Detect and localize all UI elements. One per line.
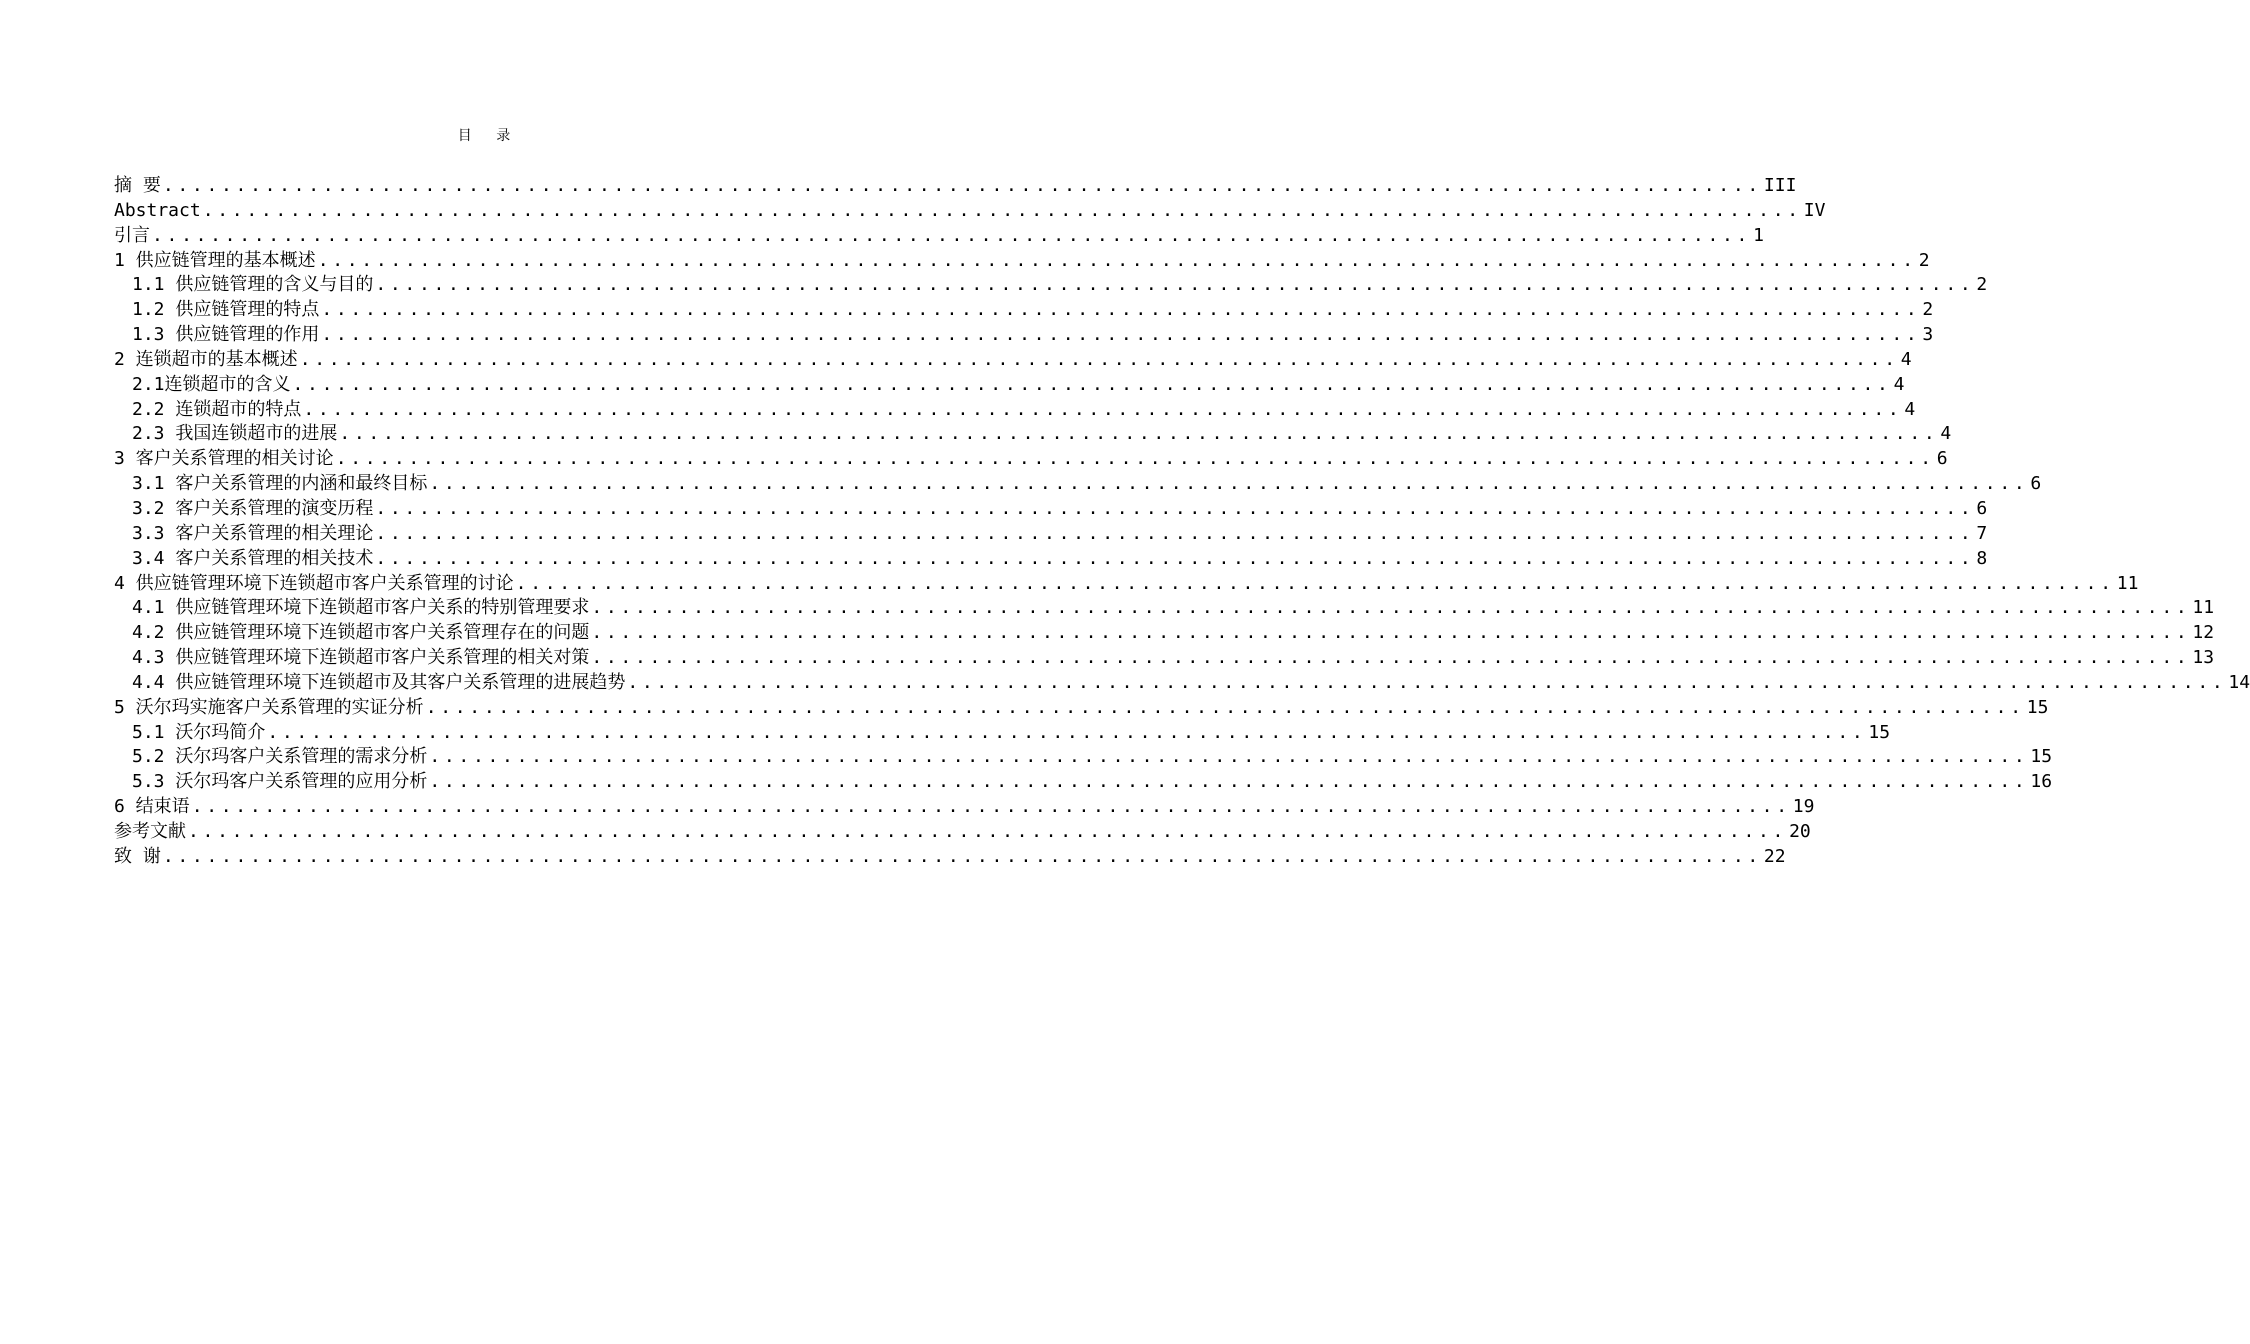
toc-entry[interactable]	[114, 249, 1930, 274]
toc-dot-leader: ..............................................................................................................	[425, 696, 2025, 718]
toc-entry-title: 4.3 供应链管理环境下连锁超市客户关系管理的相关对策	[132, 647, 590, 669]
toc-entry[interactable]	[114, 447, 1948, 472]
toc-entry[interactable]	[114, 298, 1934, 323]
toc-dot-leader: ..............................................................................................................	[317, 249, 1917, 271]
toc-entry-page-number: IV	[1803, 199, 1826, 221]
table-of-contents	[114, 174, 2250, 870]
toc-entry-page-number: 6	[1976, 497, 1988, 519]
toc-entry-page-number: 19	[1792, 796, 1815, 818]
toc-entry[interactable]	[114, 398, 1916, 423]
toc-entry-page-number: 1	[1753, 224, 1764, 246]
toc-dot-leader: ..............................................................................................................	[591, 647, 2191, 669]
toc-entry-page-number: 15	[2030, 746, 2053, 768]
toc-entry-page-number: 14	[2228, 671, 2250, 693]
toc-entry-page-number: 3	[1922, 324, 1934, 346]
toc-entry[interactable]	[114, 323, 1934, 348]
toc-dot-leader: ..............................................................................................................	[191, 796, 1791, 818]
toc-entry[interactable]	[114, 845, 1786, 870]
toc-entry-page-number: 6	[1936, 448, 1948, 470]
toc-entry-title: 4 供应链管理环境下连锁超市客户关系管理的讨论	[114, 572, 514, 594]
toc-entry-page-number: 13	[2192, 647, 2215, 669]
toc-entry-page-number: 8	[1976, 547, 1988, 569]
toc-entry-title: 4.4 供应链管理环境下连锁超市及其客户关系管理的进展趋势	[132, 671, 626, 693]
toc-entry-title: 1.1 供应链管理的含义与目的	[132, 274, 374, 296]
toc-entry-page-number: 20	[1789, 820, 1811, 842]
toc-entry-page-number: 11	[2116, 572, 2139, 594]
toc-entry[interactable]	[114, 671, 2250, 696]
toc-entry[interactable]	[114, 596, 2215, 621]
toc-entry[interactable]	[114, 348, 1912, 373]
toc-dot-leader: ..............................................................................................................	[162, 175, 1762, 196]
toc-entry-title: 2 连锁超市的基本概述	[114, 348, 298, 370]
toc-entry-title: 4.1 供应链管理环境下连锁超市客户关系的特别管理要求	[132, 597, 590, 619]
toc-dot-leader: ..............................................................................................................	[267, 721, 1867, 743]
toc-entry-title: 参考文献	[114, 820, 186, 842]
toc-dot-leader: ..............................................................................................................	[375, 547, 1975, 569]
toc-entry-title: 5 沃尔玛实施客户关系管理的实证分析	[114, 696, 424, 718]
toc-entry-page-number: 15	[2026, 696, 2049, 718]
toc-entry-page-number: III	[1763, 175, 1797, 196]
toc-dot-leader: ..............................................................................................................	[335, 448, 1935, 470]
toc-entry-title: 3.4 客户关系管理的相关技术	[132, 547, 374, 569]
toc-dot-leader: ..............................................................................................................	[303, 398, 1903, 420]
toc-entry[interactable]	[114, 373, 1905, 398]
toc-dot-leader: ..............................................................................................................	[299, 348, 1899, 370]
toc-entry[interactable]	[114, 497, 1988, 522]
toc-dot-leader: ..............................................................................................................	[152, 224, 1752, 246]
toc-dot-leader: ..............................................................................................................	[292, 373, 1892, 395]
toc-entry[interactable]	[114, 721, 1891, 746]
toc-entry-page-number: 7	[1976, 522, 1988, 544]
toc-dot-leader: ..............................................................................................................	[429, 746, 2029, 768]
toc-entry-title: 1 供应链管理的基本概述	[114, 249, 316, 271]
toc-entry[interactable]	[114, 770, 2053, 795]
toc-entry-title: Abstract	[114, 199, 201, 221]
toc-entry-title: 2.3 我国连锁超市的进展	[132, 423, 338, 445]
toc-dot-leader: ..............................................................................................................	[162, 845, 1762, 867]
toc-entry-title: 1.2 供应链管理的特点	[132, 299, 320, 321]
toc-entry-title: 摘 要	[114, 175, 161, 196]
toc-entry[interactable]	[114, 174, 1797, 199]
toc-entry[interactable]	[114, 820, 1811, 845]
toc-dot-leader: ..............................................................................................................	[429, 771, 2029, 793]
toc-entry-title: 1.3 供应链管理的作用	[132, 324, 320, 346]
toc-entry[interactable]	[114, 273, 1988, 298]
toc-entry-page-number: 2	[1976, 274, 1988, 296]
toc-entry[interactable]	[114, 646, 2215, 671]
toc-entry[interactable]	[114, 572, 2139, 597]
toc-entry-page-number: 11	[2192, 597, 2215, 619]
toc-entry-page-number: 4	[1893, 373, 1905, 395]
toc-entry-title: 6 结束语	[114, 796, 190, 818]
toc-entry[interactable]	[114, 696, 2049, 721]
toc-entry[interactable]	[114, 472, 2042, 497]
toc-entry-title: 2.1连锁超市的含义	[132, 373, 291, 395]
toc-dot-leader: ..............................................................................................................	[188, 820, 1788, 842]
toc-entry-page-number: 16	[2030, 771, 2053, 793]
toc-dot-leader: ..............................................................................................................	[627, 671, 2227, 693]
toc-entry-title: 5.3 沃尔玛客户关系管理的应用分析	[132, 771, 428, 793]
toc-dot-leader: ..............................................................................................................	[375, 497, 1975, 519]
toc-dot-leader: ..............................................................................................................	[515, 572, 2115, 594]
toc-entry-page-number: 4	[1940, 423, 1952, 445]
toc-entry-title: 2.2 连锁超市的特点	[132, 398, 302, 420]
toc-entry-title: 致 谢	[114, 845, 161, 867]
toc-dot-leader: ..............................................................................................................	[429, 473, 2029, 495]
toc-entry[interactable]	[114, 224, 1764, 249]
toc-dot-leader: ..............................................................................................................	[339, 423, 1939, 445]
toc-entry-page-number: 4	[1904, 398, 1916, 420]
toc-entry-page-number: 22	[1763, 845, 1786, 867]
toc-entry[interactable]	[114, 621, 2215, 646]
toc-dot-leader: ..............................................................................................................	[375, 522, 1975, 544]
toc-dot-leader: ..............................................................................................................	[591, 597, 2191, 619]
toc-entry[interactable]	[114, 522, 1988, 547]
toc-dot-leader: ..............................................................................................................	[321, 299, 1921, 321]
toc-entry-page-number: 15	[1868, 721, 1891, 743]
toc-entry[interactable]	[114, 795, 1815, 820]
toc-dot-leader: ..............................................................................................................	[321, 324, 1921, 346]
toc-entry-title: 引言	[114, 224, 150, 246]
toc-entry-title: 5.1 沃尔玛简介	[132, 721, 266, 743]
toc-dot-leader: ..............................................................................................................	[202, 199, 1802, 221]
toc-entry[interactable]	[114, 422, 1952, 447]
toc-entry-title: 4.2 供应链管理环境下连锁超市客户关系管理存在的问题	[132, 622, 590, 644]
toc-entry-title: 5.2 沃尔玛客户关系管理的需求分析	[132, 746, 428, 768]
page-title: 目 录	[457, 128, 519, 144]
toc-entry-title: 3.1 客户关系管理的内涵和最终目标	[132, 473, 428, 495]
toc-entry-title: 3 客户关系管理的相关讨论	[114, 448, 334, 470]
toc-entry-title: 3.3 客户关系管理的相关理论	[132, 522, 374, 544]
toc-entry-page-number: 4	[1900, 348, 1912, 370]
toc-entry-title: 3.2 客户关系管理的演变历程	[132, 497, 374, 519]
toc-entry-page-number: 2	[1922, 299, 1934, 321]
toc-entry[interactable]	[114, 547, 1988, 572]
toc-entry[interactable]	[114, 199, 1826, 224]
toc-dot-leader: ..............................................................................................................	[375, 274, 1975, 296]
toc-entry[interactable]	[114, 745, 2053, 770]
toc-entry-page-number: 2	[1918, 249, 1930, 271]
toc-dot-leader: ..............................................................................................................	[591, 622, 2191, 644]
toc-entry-page-number: 6	[2030, 473, 2042, 495]
toc-entry-page-number: 12	[2192, 622, 2215, 644]
